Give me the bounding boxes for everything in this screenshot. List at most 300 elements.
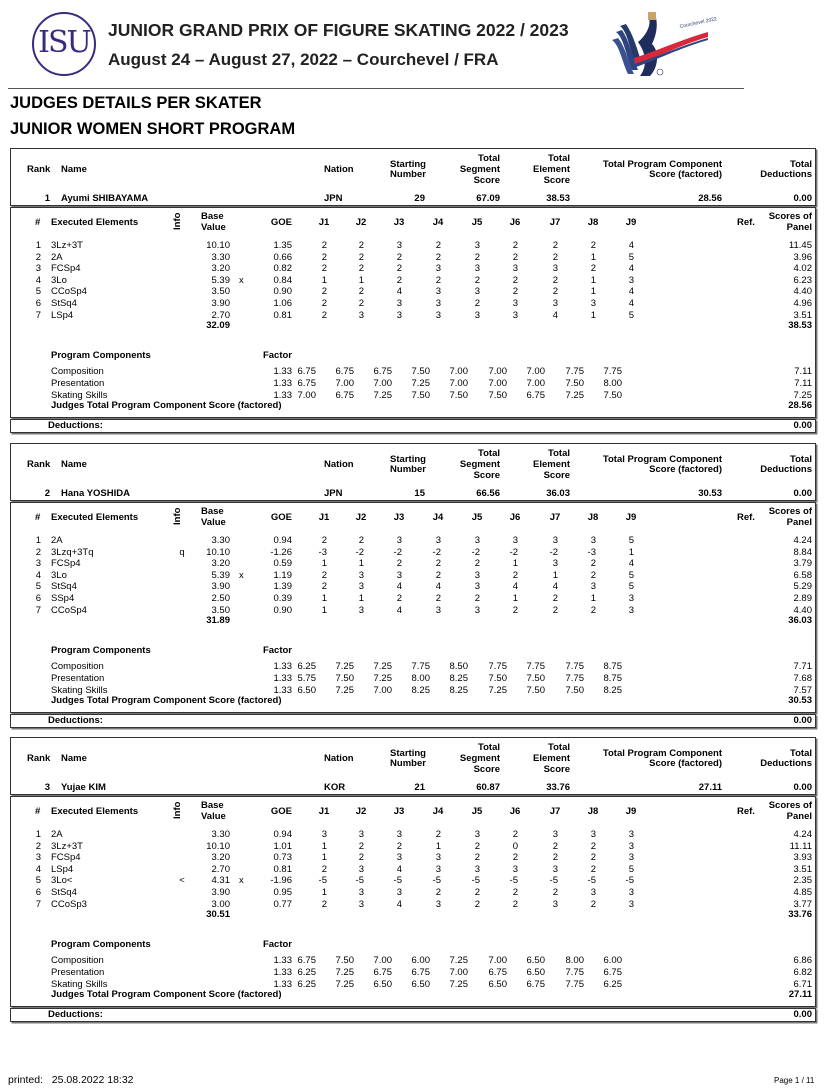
judge-header: J9	[625, 512, 637, 523]
component-judge-score: 7.00	[526, 377, 545, 389]
component-judge-score: 6.25	[603, 978, 622, 990]
component-judge-score: 6.25	[297, 966, 316, 978]
element-number: 5	[35, 875, 41, 887]
element-number: 7	[35, 309, 41, 321]
element-judge-score: 2	[552, 274, 558, 286]
component-judge-score: 8.00	[411, 672, 430, 684]
element-goe: 1.39	[273, 581, 292, 593]
skater-nation: KOR	[324, 782, 346, 793]
scores-of-panel-header: Panel	[786, 222, 812, 233]
element-judge-score: 4	[628, 240, 634, 251]
component-judge-score: 7.00	[449, 377, 468, 389]
element-number: 7	[35, 898, 41, 910]
element-judge-score: -2	[432, 546, 441, 558]
document-subtitle: JUNIOR WOMEN SHORT PROGRAM	[10, 120, 296, 138]
element-judge-score: 3	[358, 309, 364, 321]
total-element-score: 33.76	[546, 782, 570, 793]
element-judge-score: 4	[435, 581, 441, 593]
starting-number-label: Starting	[390, 748, 426, 759]
component-judge-score: 7.25	[449, 978, 468, 990]
deductions-value: 0.00	[793, 715, 812, 726]
element-goe: 0.82	[273, 263, 292, 275]
element-judge-score: 2	[435, 593, 441, 604]
rank-label: Rank	[27, 459, 51, 470]
element-bonus-marker: x	[239, 274, 244, 286]
deductions-label: Deductions:	[48, 715, 103, 726]
component-factor: 1.33	[273, 978, 292, 990]
element-base-value: 3.50	[211, 286, 230, 298]
component-name: Composition	[51, 661, 104, 672]
total-pcs-label: Score (factored)	[649, 464, 722, 475]
total-pcs-score: 28.56	[698, 193, 722, 204]
element-judge-score: 2	[396, 263, 402, 275]
component-factor: 1.33	[273, 377, 292, 389]
element-panel-score: 3.51	[793, 863, 812, 875]
element-goe: 0.81	[273, 309, 292, 321]
component-panel-score: 7.68	[793, 672, 812, 684]
starting-number: 29	[414, 193, 425, 204]
total-deductions: 0.00	[793, 193, 812, 204]
component-name: Skating Skills	[51, 389, 108, 401]
component-judge-score: 6.75	[297, 366, 316, 377]
component-name: Presentation	[51, 966, 105, 978]
element-judge-score: 2	[396, 251, 402, 263]
component-judge-score: 6.50	[488, 978, 507, 990]
component-judge-score: 7.00	[373, 955, 392, 966]
rank-label: Rank	[27, 753, 51, 764]
element-panel-score: 4.02	[793, 263, 812, 275]
component-judge-score: 7.50	[488, 672, 507, 684]
component-judge-score: 6.25	[297, 978, 316, 990]
component-judge-score: 7.50	[526, 684, 545, 696]
element-judge-score: 2	[321, 309, 327, 321]
element-judge-score: 3	[474, 309, 480, 321]
element-judge-score: 2	[552, 240, 558, 251]
element-panel-score: 3.96	[793, 251, 812, 263]
element-judge-score: -2	[355, 546, 364, 558]
element-judge-score: 2	[512, 286, 518, 298]
component-judge-score: 7.75	[488, 661, 507, 672]
total-deductions-label: Total	[790, 454, 812, 465]
total-deductions: 0.00	[793, 782, 812, 793]
element-judge-score: 2	[512, 852, 518, 864]
elements-total: 36.03	[788, 615, 812, 627]
total-segment-score-label: Total	[478, 153, 500, 164]
element-judge-score: -2	[471, 546, 480, 558]
element-judge-score: 2	[552, 251, 558, 263]
element-judge-score: 3	[628, 887, 634, 898]
element-name: 2A	[51, 251, 63, 263]
element-judge-score: 2	[321, 298, 327, 309]
starting-number-label: Number	[390, 169, 426, 180]
element-name: LSp4	[51, 863, 74, 875]
element-judge-score: 5	[628, 309, 634, 321]
element-judge-score: 2	[552, 887, 558, 898]
component-panel-score: 6.86	[793, 955, 812, 966]
element-judge-score: 2	[474, 887, 480, 898]
element-goe: 0.81	[273, 863, 292, 875]
element-judge-score: 1	[321, 604, 327, 616]
judge-header: J7	[549, 512, 561, 523]
judge-header: J5	[471, 512, 483, 523]
element-panel-score: 6.58	[793, 569, 812, 581]
element-judge-score: 3	[396, 298, 402, 309]
base-value-header: Base	[201, 506, 224, 517]
element-name: 3Lzq+3Tq	[51, 546, 94, 558]
element-judge-score: 3	[474, 286, 480, 298]
total-pcs-label: Score (factored)	[649, 758, 722, 769]
skater-rank: 3	[44, 782, 50, 793]
element-number: 5	[35, 581, 41, 593]
component-judge-score: 8.00	[565, 955, 584, 966]
component-name: Composition	[51, 955, 104, 966]
judges-total-pcs-label: Judges Total Program Component Score (factored)	[51, 400, 282, 412]
isu-logo	[32, 12, 96, 76]
element-judge-score: -5	[587, 875, 596, 887]
deductions-label: Deductions:	[48, 1009, 103, 1020]
element-judge-score: 2	[321, 569, 327, 581]
total-pcs-label: Total Program Component	[602, 159, 722, 170]
element-judge-score: 2	[321, 263, 327, 275]
element-base-value: 3.50	[211, 604, 230, 616]
component-judge-score: 7.50	[565, 377, 584, 389]
component-judge-score: 7.50	[565, 684, 584, 696]
total-segment-score: 67.09	[476, 193, 500, 204]
element-judge-score: 4	[628, 263, 634, 275]
component-judge-score: 6.50	[373, 978, 392, 990]
element-judge-score: 2	[321, 251, 327, 263]
component-judge-score: 8.25	[603, 684, 622, 696]
page-number: Page 1 / 11	[774, 1076, 815, 1085]
element-judge-score: 3	[435, 535, 441, 546]
judge-header: J2	[355, 806, 367, 817]
program-components-header: Program Components	[51, 645, 151, 656]
element-judge-score: 2	[435, 569, 441, 581]
element-judge-score: 4	[396, 581, 402, 593]
judge-header: J7	[549, 217, 561, 228]
element-goe: 0.95	[273, 887, 292, 898]
component-judge-score: 6.75	[603, 966, 622, 978]
element-judge-score: 3	[590, 887, 596, 898]
total-pcs-label: Total Program Component	[602, 454, 722, 465]
element-panel-score: 11.45	[788, 240, 812, 251]
total-segment-score-label: Score	[473, 764, 500, 775]
total-element-score-label: Element	[533, 753, 570, 764]
skater-name: Hana YOSHIDA	[61, 488, 130, 499]
element-judge-score: 3	[435, 263, 441, 275]
component-judge-score: 8.25	[449, 672, 468, 684]
total-pcs-label: Total Program Component	[602, 748, 722, 759]
element-judge-score: 3	[396, 535, 402, 546]
total-element-score-label: Element	[533, 459, 570, 470]
component-factor: 1.33	[273, 661, 292, 672]
component-judge-score: 8.25	[411, 684, 430, 696]
elements-total: 38.53	[788, 320, 812, 332]
scores-of-panel-header: Scores of	[768, 800, 812, 811]
element-judge-score: 4	[396, 863, 402, 875]
element-name: 3Lo	[51, 569, 67, 581]
executed-elements-header: Executed Elements	[51, 217, 139, 228]
component-judge-score: 7.50	[449, 389, 468, 401]
judges-total-pcs-value: 30.53	[788, 695, 812, 707]
element-number: 2	[35, 546, 41, 558]
element-judge-score: 4	[552, 309, 558, 321]
component-judge-score: 7.00	[488, 955, 507, 966]
element-number: 1	[35, 829, 41, 840]
component-judge-score: 7.50	[526, 672, 545, 684]
element-judge-score: 2	[590, 840, 596, 852]
element-judge-score: 3	[435, 898, 441, 910]
component-judge-score: 7.00	[335, 377, 354, 389]
nation-label: Nation	[324, 753, 354, 764]
element-number: 4	[35, 274, 41, 286]
element-judge-score: 2	[512, 898, 518, 910]
judges-total-pcs-label: Judges Total Program Component Score (factored)	[51, 695, 282, 707]
element-judge-score: 5	[628, 535, 634, 546]
element-judge-score: 3	[474, 535, 480, 546]
element-judge-score: 3	[628, 852, 634, 864]
total-segment-score: 60.87	[476, 782, 500, 793]
component-judge-score: 7.00	[526, 366, 545, 377]
judge-header: J8	[587, 217, 599, 228]
component-judge-score: 6.00	[411, 955, 430, 966]
component-judge-score: 7.75	[565, 672, 584, 684]
element-judge-score: 2	[512, 274, 518, 286]
element-panel-score: 5.29	[793, 581, 812, 593]
component-judge-score: 6.75	[297, 955, 316, 966]
component-judge-score: 7.25	[335, 661, 354, 672]
element-name: 2A	[51, 535, 63, 546]
element-panel-score: 4.96	[793, 298, 812, 309]
element-judge-score: 3	[435, 298, 441, 309]
element-base-value: 3.20	[211, 852, 230, 864]
name-label: Name	[61, 459, 87, 470]
element-goe: -1.96	[270, 875, 292, 887]
element-goe: 0.90	[273, 604, 292, 616]
element-base-value: 10.10	[206, 240, 230, 251]
skater-rank: 2	[44, 488, 50, 499]
element-judge-score: 1	[590, 593, 596, 604]
element-base-value: 3.90	[211, 298, 230, 309]
component-judge-score: 7.25	[411, 377, 430, 389]
isu-logo-text: ISU	[38, 25, 90, 60]
element-base-value: 3.20	[211, 558, 230, 570]
component-panel-score: 6.82	[793, 966, 812, 978]
element-panel-score: 2.35	[793, 875, 812, 887]
element-judge-score: -5	[393, 875, 402, 887]
element-judge-score: 3	[552, 829, 558, 840]
element-judge-score: 2	[474, 274, 480, 286]
starting-number: 21	[414, 782, 425, 793]
element-name: LSp4	[51, 309, 74, 321]
judge-header: J8	[587, 806, 599, 817]
element-judge-score: 3	[396, 852, 402, 864]
base-value-total: 31.89	[206, 615, 230, 627]
element-number: 3	[35, 263, 41, 275]
element-judge-score: 3	[474, 829, 480, 840]
component-name: Presentation	[51, 377, 105, 389]
element-judge-score: 3	[358, 829, 364, 840]
element-judge-score: 3	[358, 569, 364, 581]
total-segment-score-label: Total	[478, 448, 500, 459]
element-judge-score: 2	[590, 558, 596, 570]
element-name: StSq4	[51, 298, 77, 309]
nation-label: Nation	[324, 164, 354, 175]
factor-header: Factor	[262, 645, 292, 656]
scores-of-panel-header: Scores of	[768, 506, 812, 517]
element-judge-score: 2	[474, 593, 480, 604]
element-name: FCSp4	[51, 263, 81, 275]
element-judge-score: 5	[628, 251, 634, 263]
element-judge-score: 4	[396, 604, 402, 616]
judge-header: J2	[355, 512, 367, 523]
element-judge-score: 3	[628, 274, 634, 286]
element-judge-score: 1	[512, 558, 518, 570]
element-judge-score: -2	[549, 546, 558, 558]
element-judge-score: 2	[321, 240, 327, 251]
total-element-score-label: Score	[543, 764, 570, 775]
element-judge-score: 1	[435, 840, 441, 852]
element-judge-score: 2	[552, 852, 558, 864]
element-number: 4	[35, 863, 41, 875]
starting-number-label: Starting	[390, 454, 426, 465]
element-judge-score: 1	[358, 593, 364, 604]
component-judge-score: 7.50	[603, 389, 622, 401]
total-element-score-label: Score	[543, 470, 570, 481]
element-judge-score: 4	[396, 898, 402, 910]
element-judge-score: 2	[396, 593, 402, 604]
element-info: q	[179, 546, 185, 558]
printed-timestamp: printed: 25.08.2022 18:32	[8, 1074, 134, 1086]
judges-total-pcs-value: 28.56	[788, 400, 812, 412]
element-judge-score: 3	[358, 581, 364, 593]
judge-header: J9	[625, 806, 637, 817]
base-value-header: Base	[201, 211, 224, 222]
element-judge-score: 5	[628, 569, 634, 581]
element-judge-score: 2	[512, 240, 518, 251]
element-bonus-marker: x	[239, 569, 244, 581]
component-panel-score: 7.71	[793, 661, 812, 672]
judges-total-pcs-value: 27.11	[788, 989, 812, 1001]
deductions-value: 0.00	[793, 420, 812, 431]
base-value-header: Value	[201, 517, 226, 528]
element-base-value: 5.39	[211, 569, 230, 581]
element-number: 1	[35, 535, 41, 546]
element-base-value: 3.30	[211, 535, 230, 546]
judge-header: J7	[549, 806, 561, 817]
total-segment-score-label: Segment	[459, 753, 500, 764]
component-judge-score: 7.25	[335, 978, 354, 990]
element-judge-score: 3	[474, 240, 480, 251]
component-judge-score: 6.75	[488, 966, 507, 978]
element-judge-score: -5	[355, 875, 364, 887]
component-judge-score: 6.50	[526, 955, 545, 966]
element-panel-score: 6.23	[793, 274, 812, 286]
element-judge-score: 1	[321, 887, 327, 898]
element-judge-score: 3	[396, 309, 402, 321]
total-element-score: 36.03	[546, 488, 570, 499]
element-panel-score: 3.77	[793, 898, 812, 910]
ref-header: Ref.	[737, 806, 755, 817]
element-judge-score: 2	[358, 263, 364, 275]
element-judge-score: 2	[590, 240, 596, 251]
component-name: Skating Skills	[51, 684, 108, 696]
element-name: SSp4	[51, 593, 75, 604]
component-judge-score: 6.75	[335, 389, 354, 401]
element-judge-score: 2	[358, 251, 364, 263]
judge-header: J6	[509, 512, 521, 523]
element-number: 6	[35, 887, 41, 898]
judge-header: J9	[625, 217, 637, 228]
element-panel-score: 4.85	[793, 887, 812, 898]
element-judge-score: 1	[321, 840, 327, 852]
total-segment-score-label: Score	[473, 175, 500, 186]
element-judge-score: 3	[512, 863, 518, 875]
judge-header: J3	[393, 806, 405, 817]
element-judge-score: 0	[512, 840, 518, 852]
component-panel-score: 6.71	[793, 978, 812, 990]
element-judge-score: 2	[474, 840, 480, 852]
element-judge-score: 4	[628, 286, 634, 298]
element-judge-score: 3	[396, 829, 402, 840]
component-judge-score: 7.50	[335, 955, 354, 966]
scores-of-panel-header: Panel	[786, 811, 812, 822]
component-judge-score: 6.75	[526, 978, 545, 990]
element-judge-score: 4	[396, 286, 402, 298]
element-judge-score: 1	[358, 558, 364, 570]
element-judge-score: 2	[396, 274, 402, 286]
element-judge-score: 4	[552, 581, 558, 593]
judges-total-pcs-label: Judges Total Program Component Score (factored)	[51, 989, 282, 1001]
base-value-header: Base	[201, 800, 224, 811]
element-panel-score: 4.40	[793, 286, 812, 298]
element-judge-score: 1	[628, 546, 634, 558]
element-judge-score: 3	[474, 263, 480, 275]
element-judge-score: 2	[321, 535, 327, 546]
component-panel-score: 7.11	[794, 366, 812, 377]
element-judge-score: 5	[628, 863, 634, 875]
element-judge-score: 3	[552, 263, 558, 275]
info-header: Info	[172, 801, 183, 819]
element-judge-score: 1	[321, 852, 327, 864]
element-judge-score: 2	[435, 558, 441, 570]
element-info: <	[179, 875, 185, 887]
num-header: #	[35, 217, 41, 228]
info-header: Info	[172, 212, 183, 230]
element-number: 7	[35, 604, 41, 616]
judge-header: J3	[393, 512, 405, 523]
element-name: CCoSp4	[51, 604, 87, 616]
total-segment-score-label: Score	[473, 470, 500, 481]
judge-header: J2	[355, 217, 367, 228]
element-judge-score: 3	[512, 309, 518, 321]
element-judge-score: -3	[587, 546, 596, 558]
component-factor: 1.33	[273, 389, 292, 401]
scores-of-panel-header: Panel	[786, 517, 812, 528]
total-deductions-label: Deductions	[760, 758, 812, 769]
document-title: JUDGES DETAILS PER SKATER	[10, 94, 262, 112]
deductions-value: 0.00	[793, 1009, 812, 1020]
element-name: CCoSp4	[51, 286, 87, 298]
element-judge-score: 2	[358, 852, 364, 864]
component-judge-score: 6.00	[603, 955, 622, 966]
element-judge-score: 3	[435, 852, 441, 864]
element-judge-score: 2	[552, 286, 558, 298]
element-judge-score: 5	[628, 581, 634, 593]
element-judge-score: 2	[321, 863, 327, 875]
element-judge-score: 2	[552, 840, 558, 852]
total-element-score-label: Score	[543, 175, 570, 186]
